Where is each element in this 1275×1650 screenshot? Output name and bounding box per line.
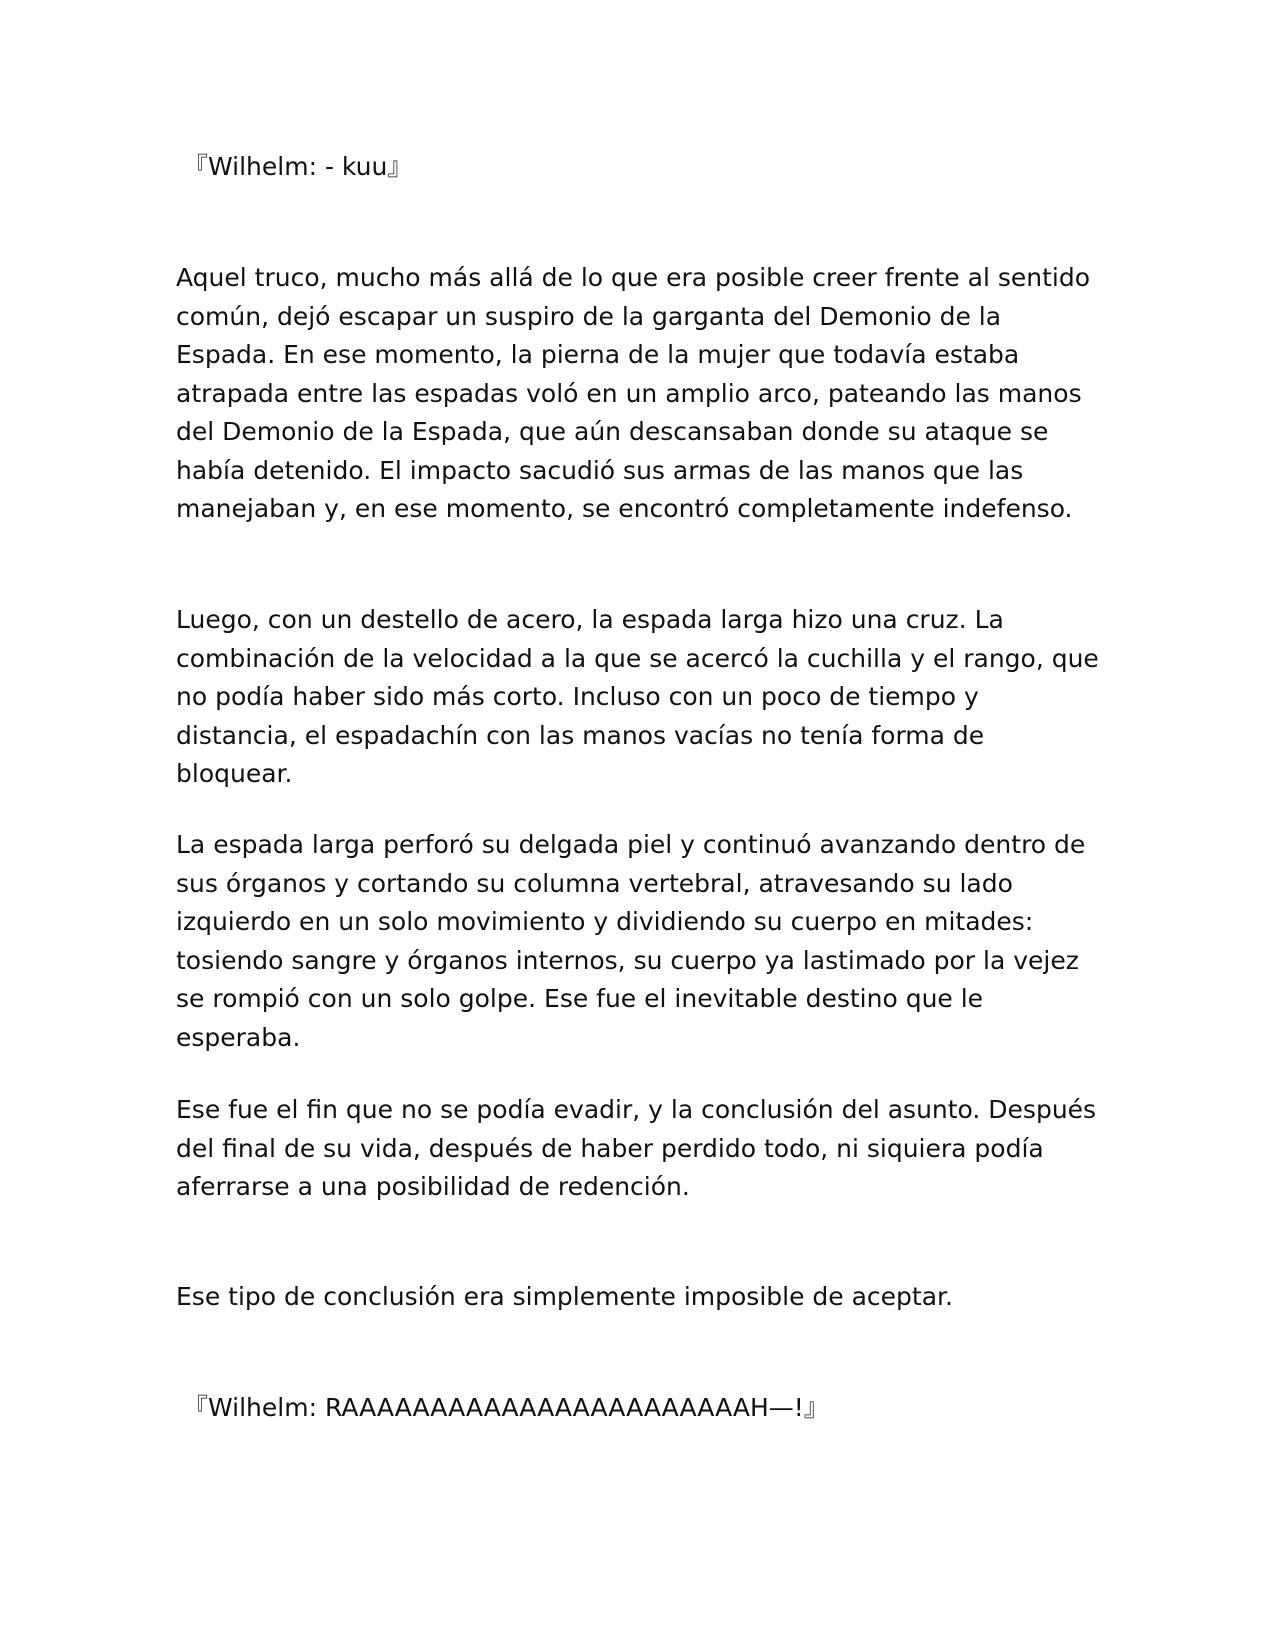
dialogue-line: 『Wilhelm: - kuu』 xyxy=(183,152,413,181)
paragraph: Ese fue el fin que no se podía evadir, y la conclusión del asunto. Después del final de su vida, después de haber perdido todo, ni siquiera podía aferrarse a una posibilidad de redención. xyxy=(176,1095,1097,1201)
dialogue-line: 『Wilhelm: RAAAAAAAAAAAAAAAAAAAAAAAH—!』 xyxy=(183,1393,829,1422)
paragraph: Luego, con un destello de acero, la espada larga hizo una cruz. La combinación de la velocidad a la que se acercó la cuchilla y el rango, que no podía haber sido más corto. Incluso con un poco de tiempo y distancia, el espadachín con las manos vacías no tenía forma de bloquear. xyxy=(176,605,1099,788)
paragraph: Aquel truco, mucho más allá de lo que era posible creer frente al sentido común, dejó escapar un suspiro de la garganta del Demonio de la Espada. En ese momento, la pierna de la mujer que todavía estaba atrapada entre las espadas voló en un amplio arco, pateando las manos del Demonio de la Espada, que aún descansaban donde su ataque se había detenido. El impacto sacudió sus armas de las manos que las manejaban y, en ese momento, se encontró completamente indefenso. xyxy=(176,263,1091,523)
paragraph: Ese tipo de conclusión era simplemente imposible de aceptar. xyxy=(176,1282,953,1311)
paragraph: La espada larga perforó su delgada piel y continuó avanzando dentro de sus órganos y cortando su columna vertebral, atravesando su lado izquierdo en un solo movimiento y dividiendo su cuerpo en mitades: tosiendo sangre y órganos internos, su cuerpo ya lastimado por la vejez se rompió con un solo golpe. Ese fue el inevitable destino que le esperaba. xyxy=(176,830,1086,1052)
